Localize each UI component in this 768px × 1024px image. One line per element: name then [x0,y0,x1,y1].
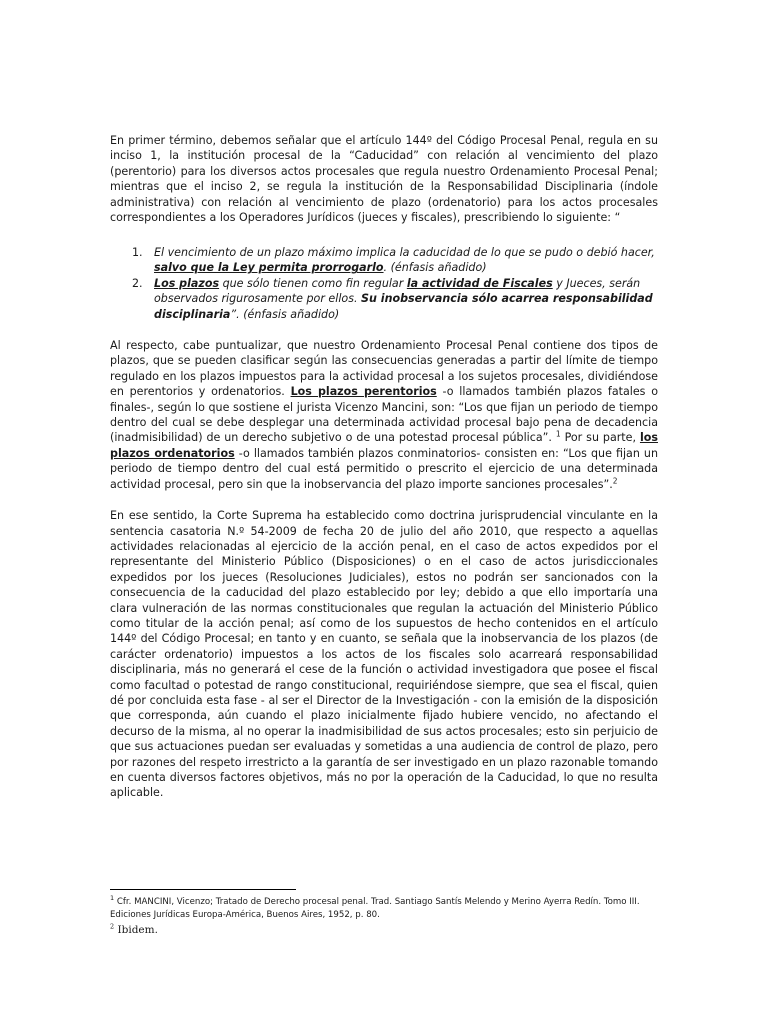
paragraph-text: Por su parte, [560,431,640,445]
paragraph-text: Al respecto, cabe puntualizar, que nuestro Ordenamiento Procesal Penal contiene dos tipos de plazos, que se pueden clasificar según las consecuencias generadas a partir del límite de tiempo regulado en los plazos impuestos para la actividad procesal a los sujetos procesales, dividiéndose en perentorios y ordenatorios. [110,339,658,399]
paragraph-plazos [110,338,658,492]
footnote-text: Ibidem. [114,924,158,936]
paragraph-corte-suprema: En ese sentido, la Corte Suprema ha establecido como doctrina jurisprudencial vinculante en la sentencia casatoria N.º 54-2009 de fecha 20 de julio del año 2010, que respecto a aquellas actividades relacionadas al ejercicio de la acción penal, en el caso de actos expedidos por el representante del Ministerio Público (Disposiciones) o en el caso de actos jurisdiccionales expedidos por los jueces (Resoluciones Judiciales), estos no podrán ser sancionados con la consecuencia de la caducidad del plazo establecido por ley; debido a que ello importaría una clara vulneración de las normas constitucionales que regulan la actuación del Ministerio Público como titular de la acción penal; así como de los supuestos de hecho contenidos en el artículo 144º del Código Procesal; en tanto y en cuanto, se señala que la inobservancia de los plazos (de carácter ordenatorio) impuestos a los actos de los fiscales solo acarreará responsabilidad disciplinaria, más no generará el cese de la función o actividad investigadora que posee el fiscal como facultad o potestad de rango constitucional, requiriéndose siempre, que sea el fiscal, quien dé por concluida esta fase - al ser el Director de la Investigación - con la emisión de la disposición que corresponda, aún cuando el plazo inicialmente fijado hubiere vencido, no afectando el decurso de la misma, al no operar la inadmisibilidad de sus actos procesales; esto sin perjuicio de que sus actuaciones puedan ser evaluadas y sometidas a una audiencia de control de plazo, pero por razones del respeto irrestricto a la garantía de ser investigado en un plazo razonable tomando en cuenta diversos factores objetivos, más no por la operación de la Caducidad, lo que no resulta aplicable. [110,509,658,800]
footnote-separator [110,889,296,890]
emphasis-text: salvo que la Ley permita prorrogarlo [154,261,384,275]
list-item [110,245,658,276]
article-quote-list [110,245,658,322]
footnotes [110,896,670,937]
paragraph-text: -o llamados también plazos fatales o finales-, según lo que sostiene el jurista Vicenzo Mancini, son: “Los que fijan un periodo de tiempo dentro del cual se debe desplegar una determinada actividad procesal bajo pena de decadencia (inadmisibilidad) de un derecho subjetivo o de una potestad procesal pública”. [110,385,659,445]
footnote-ref-1[interactable]: 1 [555,429,561,439]
term-ordenatorios: los plazos ordenatorios [110,431,658,460]
footnote-1 [110,896,670,922]
emphasis-text: Los plazos [154,276,220,290]
list-number: 2. [132,276,143,290]
list-text: y Jueces, serán observados rigurosamente por ellos. [154,276,641,306]
term-perentorios: Los plazos perentorios [290,385,437,399]
list-text: que sólo tienen como fin regular [219,276,407,290]
paragraph-text: -o llamados también plazos conminatorios- consisten en: “Los que fijan un periodo de tiempo dentro del cual está permitido o prescrito el ejercicio de una determinada actividad procesal, pero sin que la inobservancia del plazo importe sanciones procesales”. [110,446,658,491]
footnote-mark: 1 [110,894,115,903]
list-text: El vencimiento de un plazo máximo implica la caducidad de lo que se pudo o debió hacer, [154,246,655,259]
body-text [110,133,658,801]
footnote-2 [110,924,670,937]
footnote-ref-2[interactable]: 2 [612,476,618,485]
emphasis-text: la actividad de Fiscales [406,276,553,290]
bold-text: Su inobservancia sólo acarrea responsabilidad disciplinaria [154,292,653,321]
footnote-mark: 2 [110,922,115,931]
footnote-text: Cfr. MANCINI, Vicenzo; Tratado de Derecho procesal penal. Trad. Santiago Santís Melendo y Merino Ayerra Redín. Tomo III. Ediciones Jurídicas Europa-América, Buenos Aires, 1952, p. 80. [110,897,640,920]
list-item [110,276,658,322]
list-number: 1. [132,246,143,259]
paragraph-intro: En primer término, debemos señalar que el artículo 144º del Código Procesal Penal, regula en su inciso 1, la institución procesal de la “Caducidad” con relación al vencimiento del plazo (perentorio) para los diversos actos procesales que regula nuestro Ordenamiento Procesal Penal; mientras que el inciso 2, se regula la institución de la Responsabilidad Disciplinaria (índole administrativa) con relación al vencimiento de plazo (ordenatorio) para los actos procesales correspondientes a los Operadores Jurídicos (jueces y fiscales), prescribiendo lo siguiente: “ [110,134,658,225]
list-text: ”. (énfasis añadido) [230,307,340,321]
list-text: . (énfasis añadido) [383,261,487,275]
